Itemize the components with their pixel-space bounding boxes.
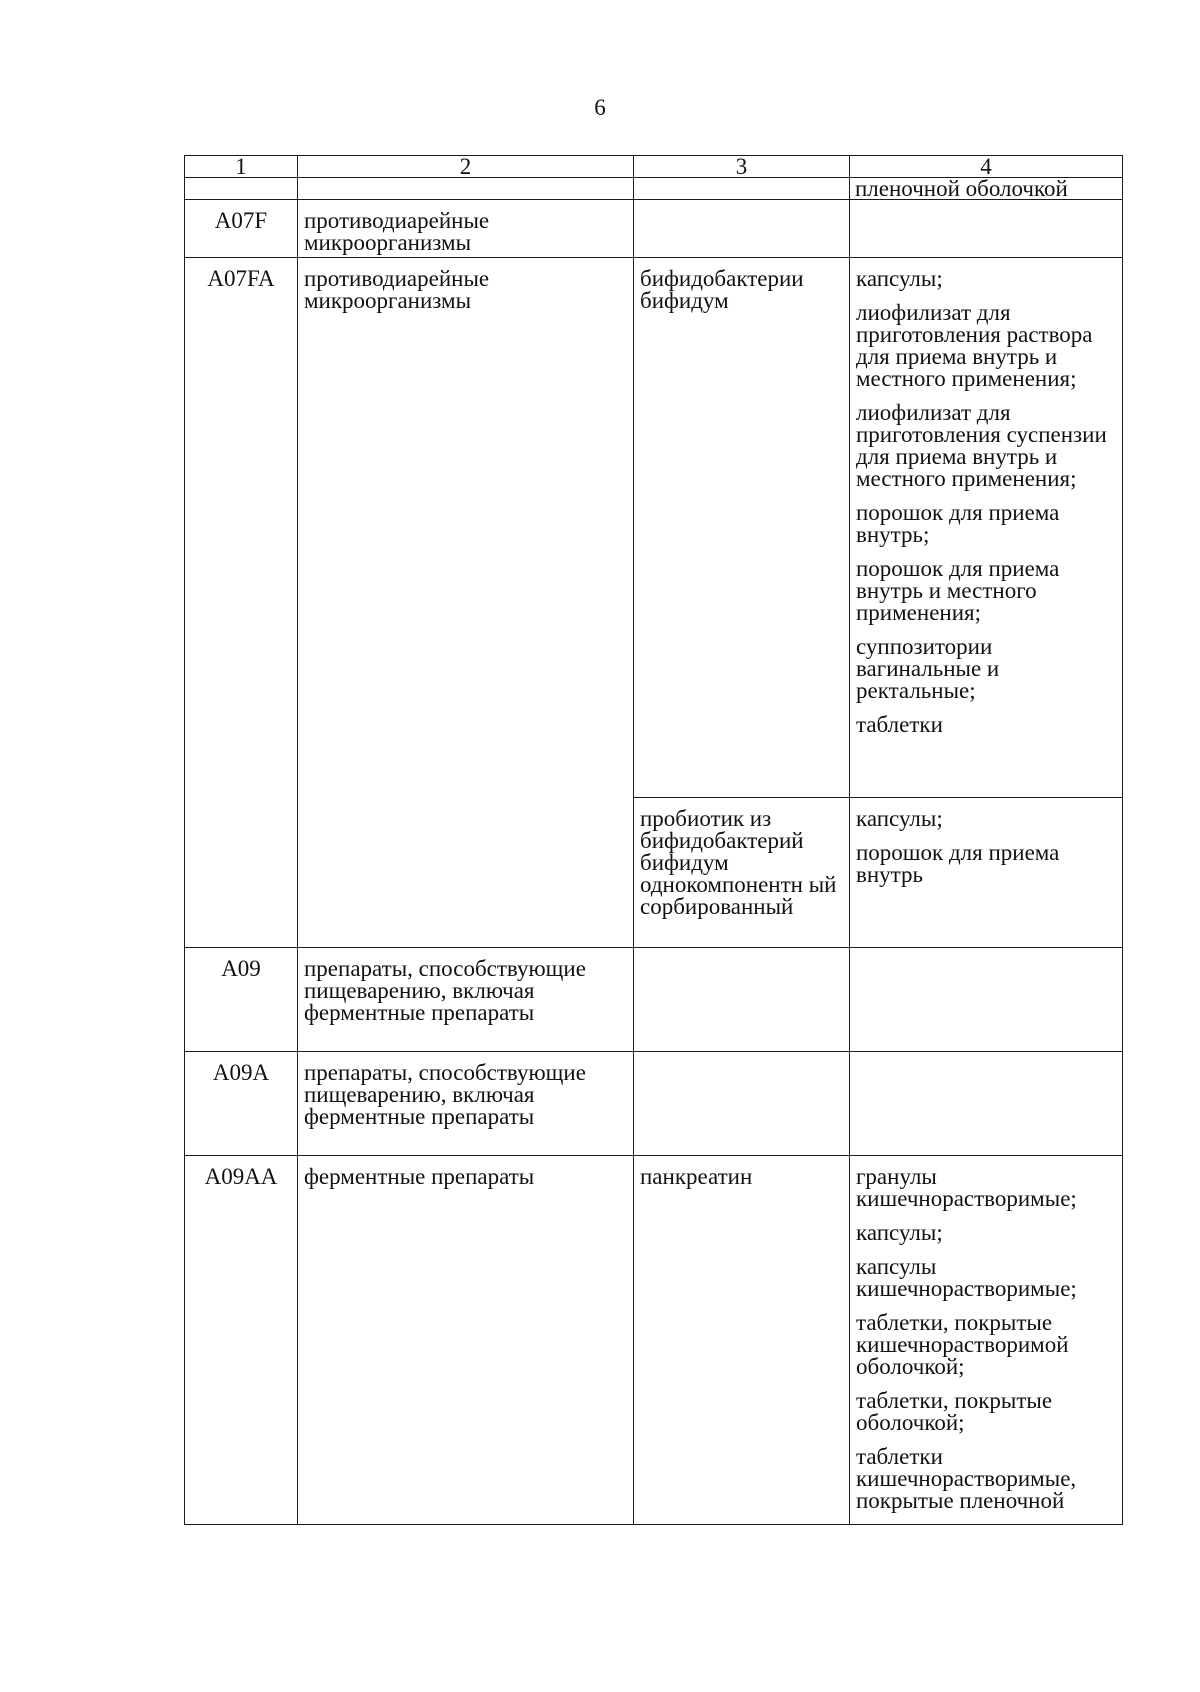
dosage-forms [850, 1156, 1123, 1525]
atc-code: A07F [185, 200, 298, 258]
dosage-form: порошок для приема внутрь [856, 840, 1060, 887]
table-row [185, 258, 1123, 798]
atc-code: A09A [185, 1052, 298, 1156]
atc-group: препараты, способствующие пищеварению, включая ферментные препараты [298, 948, 634, 1052]
dosage-form: гранулы кишечнорастворимые; [856, 1164, 1077, 1211]
dosage-form: лиофилизат для приготовления суспензии для приема внутрь и местного применения; [856, 400, 1107, 491]
header-col-1: 1 [185, 156, 298, 178]
dosage-form: лиофилизат для приготовления раствора для приема внутрь и местного применения; [856, 300, 1093, 391]
drug-name: панкреатин [634, 1156, 850, 1525]
table-row [185, 1156, 1123, 1525]
dosage-form: суппозитории вагинальные и ректальные; [856, 634, 1000, 703]
dosage-form: таблетки, покрытые оболочкой; [856, 1388, 1053, 1435]
atc-group: противодиарейные микроорганизмы [298, 200, 634, 258]
table-header-row [185, 156, 1123, 178]
header-col-3: 3 [634, 156, 850, 178]
dosage-form: капсулы; [856, 266, 943, 291]
atc-group: противодиарейные микроорганизмы [298, 258, 634, 948]
atc-code: A09 [185, 948, 298, 1052]
atc-group: ферментные препараты [298, 1156, 634, 1525]
continuation-text: пленочной оболочкой [850, 178, 1123, 200]
atc-code: A09AA [185, 1156, 298, 1525]
dosage-forms [850, 258, 1123, 798]
dosage-form: таблетки, покрытые кишечнорастворимой оболочкой; [856, 1310, 1069, 1379]
dosage-forms [850, 798, 1123, 948]
dosage-form: порошок для приема внутрь; [856, 500, 1060, 547]
table-row [185, 200, 1123, 258]
dosage-form: капсулы; [856, 1220, 943, 1245]
dosage-form: капсулы; [856, 806, 943, 831]
drug-name: бифидобактерии бифидум [634, 258, 850, 798]
dosage-form: порошок для приема внутрь и местного применения; [856, 556, 1060, 625]
header-col-4: 4 [850, 156, 1123, 178]
table-row [185, 948, 1123, 1052]
page-number: 6 [594, 95, 606, 120]
drug-name: пробиотик из бифидобактерий бифидум однокомпонентн ый сорбированный [634, 798, 850, 948]
table-row [185, 1052, 1123, 1156]
header-col-2: 2 [298, 156, 634, 178]
dosage-form: таблетки кишечнорастворимые, покрытые пленочной [856, 1444, 1077, 1513]
dosage-form: капсулы кишечнорастворимые; [856, 1254, 1077, 1301]
continuation-row [185, 178, 1123, 200]
atc-code: A07FA [185, 258, 298, 948]
drug-classification-table [184, 155, 1123, 1525]
atc-group: препараты, способствующие пищеварению, включая ферментные препараты [298, 1052, 634, 1156]
dosage-form: таблетки [856, 712, 943, 737]
